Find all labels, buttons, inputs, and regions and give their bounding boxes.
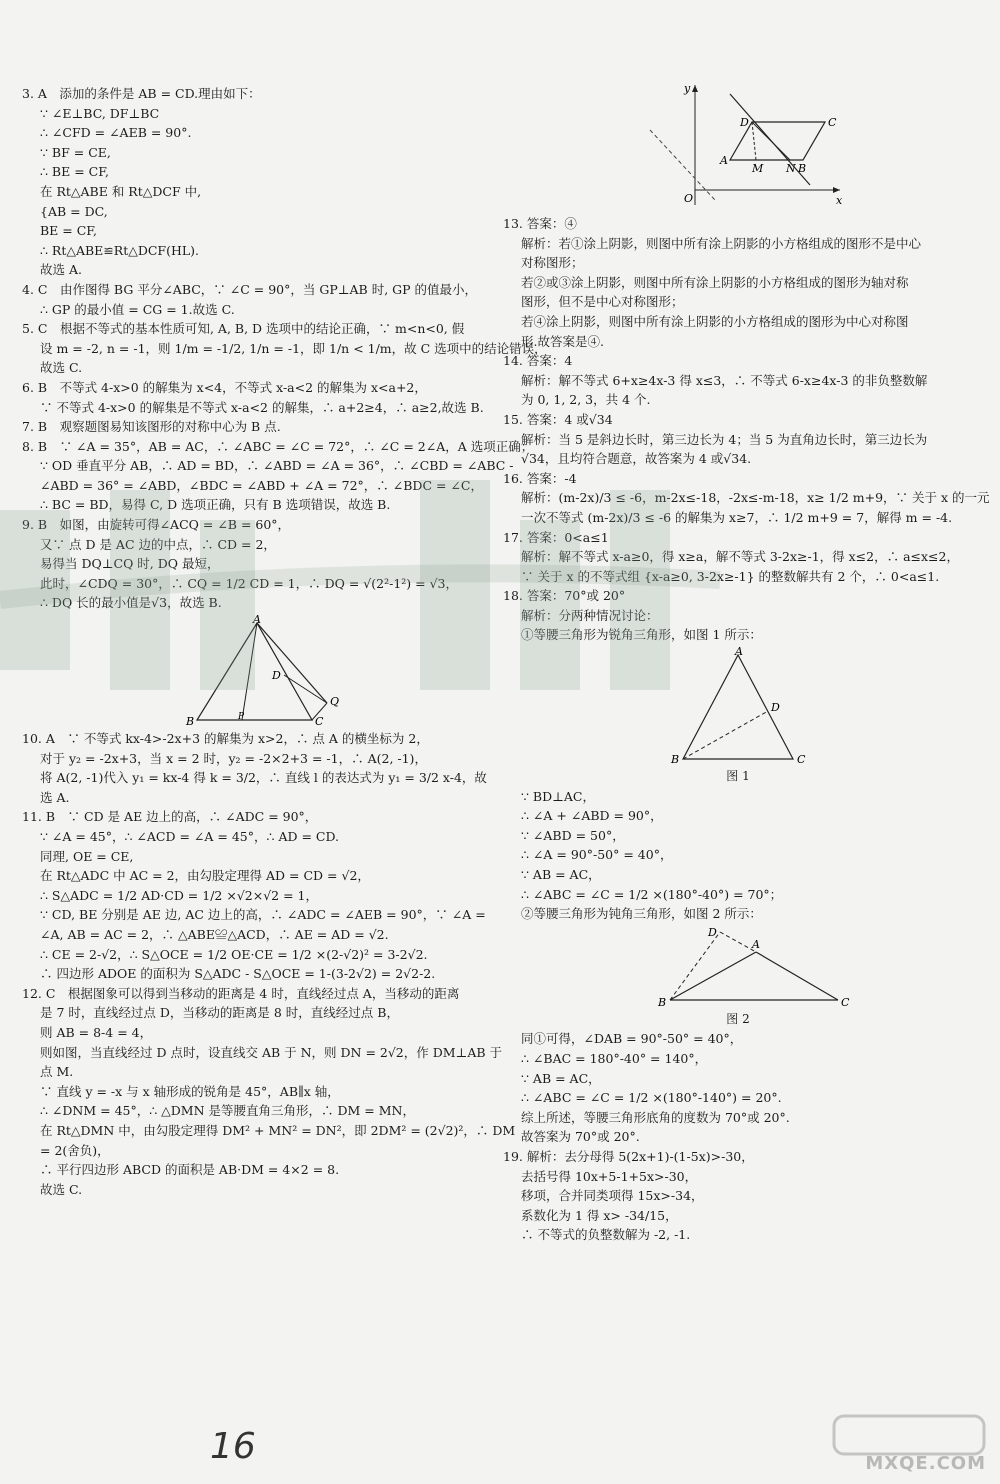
- point-a-label: A: [720, 154, 728, 167]
- text-line: 15. 答案：4 或√34: [503, 411, 613, 427]
- text-line: 5. C 根据不等式的基本性质可知, A, B, D 选项中的结论正确，∵ m<n<0, 假: [22, 321, 465, 337]
- text-line: 6. B 不等式 4-x>0 的解集为 x<4，不等式 x-a<2 的解集为 x<a+2，: [22, 379, 427, 395]
- text-line: 则 AB = 8-4 = 4，: [40, 1024, 153, 1040]
- text-line: 13. 答案：④: [503, 216, 577, 231]
- text-line: 又∵ 点 D 是 AC 边的中点，∴ CD = 2，: [40, 536, 276, 552]
- figure-2: [648, 926, 948, 1008]
- text-line: ∵ CD, BE 分别是 AE 边, AC 边上的高，∴ ∠ADC = ∠AEB = 90°，∵ ∠A =: [40, 907, 486, 923]
- text-line: 若②或③涂上阴影，则图中所有涂上阴影的小方格组成的图形为轴对称: [521, 274, 909, 290]
- point-a-label: A: [253, 613, 261, 627]
- text-line: ∵ AB = AC，: [521, 1070, 601, 1086]
- right-column: [503, 214, 990, 1245]
- text-line: 解析：解不等式 x-a≥0，得 x≥a，解不等式 3-2x≥-1，得 x≤2，∴ a≤x≤2，: [521, 549, 959, 565]
- text-line: 在 Rt△ADC 中 AC = 2，由勾股定理得 AD = CD = √2，: [40, 868, 370, 884]
- text-line: 设 m = -2, n = -1，则 1/m = -1/2, 1/n = -1，即 1/n < 1/m，故 C 选项中的结论错误，: [40, 340, 547, 356]
- point-m-label: M: [752, 162, 764, 175]
- point-n-label: N: [786, 162, 796, 175]
- text-line: ∵ 关于 x 的不等式组 {x-a≥0, 3-2x≥-1} 的整数解共有 2 个，∴ 0<a≤1.: [521, 568, 940, 584]
- text-line: 选 A.: [40, 789, 70, 805]
- point-d-label: D: [272, 669, 281, 683]
- text-line: ∴ ∠CFD = ∠AEB = 90°.: [40, 125, 192, 141]
- text-line: ∴ 不等式的负整数解为 -2, -1.: [521, 1227, 691, 1243]
- text-line: 系数化为 1 得 x> -34/15，: [521, 1207, 678, 1223]
- text-line: 19. 解析：去分母得 5(2x+1)-(1-5x)>-30，: [503, 1148, 754, 1164]
- text-line: 为 0, 1, 2, 3，共 4 个.: [521, 392, 651, 408]
- text-line: 10. A ∵ 不等式 kx-4>-2x+3 的解集为 x>2，∴ 点 A 的横坐标为 2，: [22, 731, 429, 747]
- text-line: ①等腰三角形为锐角三角形，如图 1 所示：: [521, 627, 762, 643]
- text-line: 在 Rt△DMN 中，由勾股定理得 DM² + MN² = DN²，即 2DM² = (2√2)²，∴ DM: [40, 1122, 516, 1138]
- text-line: 12. C 根据图象可以得到当移动的距离是 4 时，直线经过点 A，当移动的距离: [22, 985, 460, 1001]
- text-line: BE = CF,: [40, 223, 97, 239]
- point-q-label: Q: [330, 695, 340, 709]
- text-line: 18. 答案：70°或 20°: [503, 588, 626, 604]
- text-line: ∴ BE = CF,: [40, 164, 109, 180]
- text-line: 解析：分两种情况讨论：: [521, 607, 659, 623]
- point-b-label: B: [658, 995, 667, 1009]
- figure-question-9: [172, 615, 472, 727]
- text-line: {AB = DC,: [40, 203, 108, 219]
- text-line: ∴ DQ 长的最小值是√3，故选 B.: [40, 595, 222, 611]
- point-a-label: A: [735, 645, 743, 659]
- figure-2-caption: 图 2: [726, 1011, 750, 1026]
- text-line: ∴ S△ADC = 1/2 AD·CD = 1/2 ×√2×√2 = 1，: [40, 887, 319, 903]
- text-line: 图形，但不是中心对称图形；: [521, 294, 684, 310]
- text-line: ∵ 不等式 4-x>0 的解集是不等式 x-a<2 的解集，∴ a+2≥4，∴ a≥2,故选 B.: [40, 399, 484, 415]
- text-line: 故答案为 70°或 20°.: [521, 1129, 640, 1145]
- point-c-label: C: [315, 715, 324, 729]
- point-c-label: C: [797, 753, 806, 767]
- text-line: ②等腰三角形为钝角三角形，如图 2 所示：: [521, 906, 762, 922]
- text-line: ∠ABD = 36° = ∠ABD，∠BDC = ∠ABD + ∠A = 72°，∴ ∠BDC = ∠C，: [40, 477, 483, 493]
- text-line: 3. A 添加的条件是 AB = CD.理由如下：: [22, 86, 261, 101]
- point-p-label: P: [238, 712, 245, 723]
- axis-y-label: y: [684, 82, 691, 95]
- text-line: 8. B ∵ ∠A = 35°，AB = AC，∴ ∠ABC = ∠C = 72°，∴ ∠C = 2∠A，A 选项正确；: [22, 438, 534, 454]
- text-line: 故选 C.: [40, 1181, 83, 1197]
- text-line: ∴ ∠A + ∠ABD = 90°，: [521, 808, 663, 824]
- text-line: 17. 答案：0<a≤1: [503, 529, 609, 545]
- text-line: 此时，∠CDQ = 30°，∴ CQ = 1/2 CD = 1，∴ DQ = √(2²-1²) = √3，: [40, 575, 459, 591]
- coordinate-figure: [640, 80, 850, 210]
- text-line: ∵ ∠E⊥BC, DF⊥BC: [40, 105, 160, 121]
- text-line: 11. B ∵ CD 是 AE 边上的高，∴ ∠ADC = 90°，: [22, 809, 318, 825]
- text-line: 解析：当 5 是斜边长时，第三边长为 4；当 5 为直角边长时，第三边长为: [521, 431, 928, 447]
- text-line: 解析：若①涂上阴影，则图中所有涂上阴影的小方格组成的图形不是中心: [521, 235, 922, 251]
- text-line: 则如图，当直线经过 D 点时，设直线交 AB 于 N，则 DN = 2√2，作 DM⊥AB 于: [40, 1044, 503, 1060]
- text-line: 同①可得，∠DAB = 90°-50° = 40°，: [521, 1031, 743, 1047]
- text-line: 在 Rt△ABE 和 Rt△DCF 中,: [40, 183, 202, 199]
- point-b-label: B: [186, 715, 195, 729]
- text-line: 9. B 如图，由旋转可得∠ACQ = ∠B = 60°，: [22, 517, 291, 533]
- text-line: 点 M.: [40, 1064, 74, 1080]
- text-line: ∵ 直线 y = -x 与 x 轴形成的锐角是 45°，AB∥x 轴，: [40, 1083, 340, 1099]
- text-line: ∴ BC = BD，易得 C, D 选项正确，只有 B 选项错误，故选 B.: [40, 497, 391, 513]
- text-line: 若④涂上阴影，则图中所有涂上阴影的小方格组成的图形为中心对称图: [521, 313, 909, 329]
- text-line: = 2(舍负)，: [40, 1142, 110, 1158]
- figure-1: [663, 647, 963, 765]
- point-d-label: D: [771, 701, 780, 715]
- text-line: ∴ ∠A = 90°-50° = 40°，: [521, 847, 673, 863]
- point-c-label: C: [828, 116, 837, 129]
- text-line: 形.故答案是④.: [521, 333, 604, 349]
- text-line: 14. 答案：4: [503, 353, 573, 369]
- axis-x-label: x: [836, 194, 843, 207]
- text-line: ∠A, AB = AC = 2，∴ △ABE≌△ACD，∴ AE = AD = √2.: [40, 926, 389, 942]
- text-line: ∴ 四边形 ADOE 的面积为 S△ADC - S△OCE = 1-(3-2√2) = 2√2-2.: [40, 966, 436, 982]
- point-d-label: D: [740, 116, 749, 129]
- text-line: ∵ BF = CE,: [40, 144, 111, 160]
- text-line: ∴ Rt△ABE≌Rt△DCF(HL).: [40, 242, 200, 258]
- text-line: 故选 C.: [40, 360, 83, 376]
- point-b-label: B: [798, 162, 807, 175]
- text-line: 7. B 观察题图易知该图形的对称中心为 B 点.: [22, 419, 281, 435]
- watermark-text: MXQE.COM: [865, 1453, 986, 1474]
- text-line: 对称图形；: [521, 255, 584, 271]
- figure-1-caption: 图 1: [726, 769, 750, 784]
- text-line: ∵ AB = AC，: [521, 867, 601, 883]
- point-c-label: C: [841, 995, 850, 1009]
- text-line: ∵ ∠ABD = 50°，: [521, 827, 625, 843]
- text-line: √34，且均符合题意，故答案为 4 或√34.: [521, 451, 752, 467]
- page-number: 16: [210, 1426, 256, 1467]
- text-line: 同理, OE = CE,: [40, 848, 134, 864]
- text-line: 易得当 DQ⊥CQ 时, DQ 最短，: [40, 556, 220, 572]
- text-line: 一次不等式 (m-2x)/3 ≤ -6 的解集为 x≥7，∴ 1/2 m+9 = 7，解得 m = -4.: [521, 509, 953, 525]
- text-line: 4. C 由作图得 BG 平分∠ABC，∵ ∠C = 90°，当 GP⊥AB 时, GP 的值最小，: [22, 281, 478, 297]
- text-line: 对于 y₂ = -2x+3，当 x = 2 时，y₂ = -2×2+3 = -1，∴ A(2, -1)，: [40, 750, 427, 766]
- point-b-label: B: [671, 753, 680, 767]
- text-line: 故选 A.: [40, 262, 82, 278]
- text-line: ∴ 平行四边形 ABCD 的面积是 AB·DM = 4×2 = 8.: [40, 1162, 340, 1178]
- text-line: 解析：(m-2x)/3 ≤ -6，m-2x≤-18，-2x≤-m-18，x≥ 1/2 m+9，∵ 关于 x 的一元: [521, 490, 990, 506]
- text-line: ∴ ∠BAC = 180°-40° = 140°，: [521, 1051, 708, 1066]
- text-line: 解析：解不等式 6+x≥4x-3 得 x≤3，∴ 不等式 6-x≥4x-3 的非负整数解: [521, 372, 928, 388]
- point-d-label: D: [708, 925, 717, 939]
- text-line: ∵ ∠A = 45°，∴ ∠ACD = ∠A = 45°，∴ AD = CD.: [40, 829, 340, 844]
- point-a-label: A: [752, 937, 760, 951]
- text-line: 综上所述，等腰三角形底角的度数为 70°或 20°.: [521, 1109, 790, 1125]
- text-line: ∴ ∠ABC = ∠C = 1/2 ×(180°-140°) = 20°.: [521, 1090, 782, 1106]
- text-line: ∵ OD 垂直平分 AB，∴ AD = BD，∴ ∠ABD = ∠A = 36°，∴ ∠CBD = ∠ABC -: [40, 458, 514, 474]
- text-line: ∴ ∠ABC = ∠C = 1/2 ×(180°-40°) = 70°；: [521, 886, 783, 902]
- origin-label: O: [684, 192, 694, 205]
- text-line: ∵ BD⊥AC，: [521, 788, 595, 804]
- text-line: 16. 答案：-4: [503, 470, 577, 486]
- text-line: ∴ GP 的最小值 = CG = 1.故选 C.: [40, 301, 235, 317]
- text-line: 是 7 时，直线经过点 D，当移动的距离是 8 时，直线经过点 B，: [40, 1005, 399, 1021]
- text-line: 将 A(2, -1)代入 y₁ = kx-4 得 k = 3/2，∴ 直线 l 的表达式为 y₁ = 3/2 x-4，故: [40, 770, 487, 786]
- text-line: ∴ ∠DNM = 45°，∴ △DMN 是等腰直角三角形，∴ DM = MN，: [40, 1103, 415, 1119]
- text-line: 移项，合并同类项得 15x>-34，: [521, 1188, 704, 1204]
- text-line: 去括号得 10x+5-1+5x>-30，: [521, 1168, 698, 1184]
- text-line: ∴ CE = 2-√2，∴ S△OCE = 1/2 OE·CE = 1/2 ×(2-√2)² = 3-2√2.: [40, 946, 428, 962]
